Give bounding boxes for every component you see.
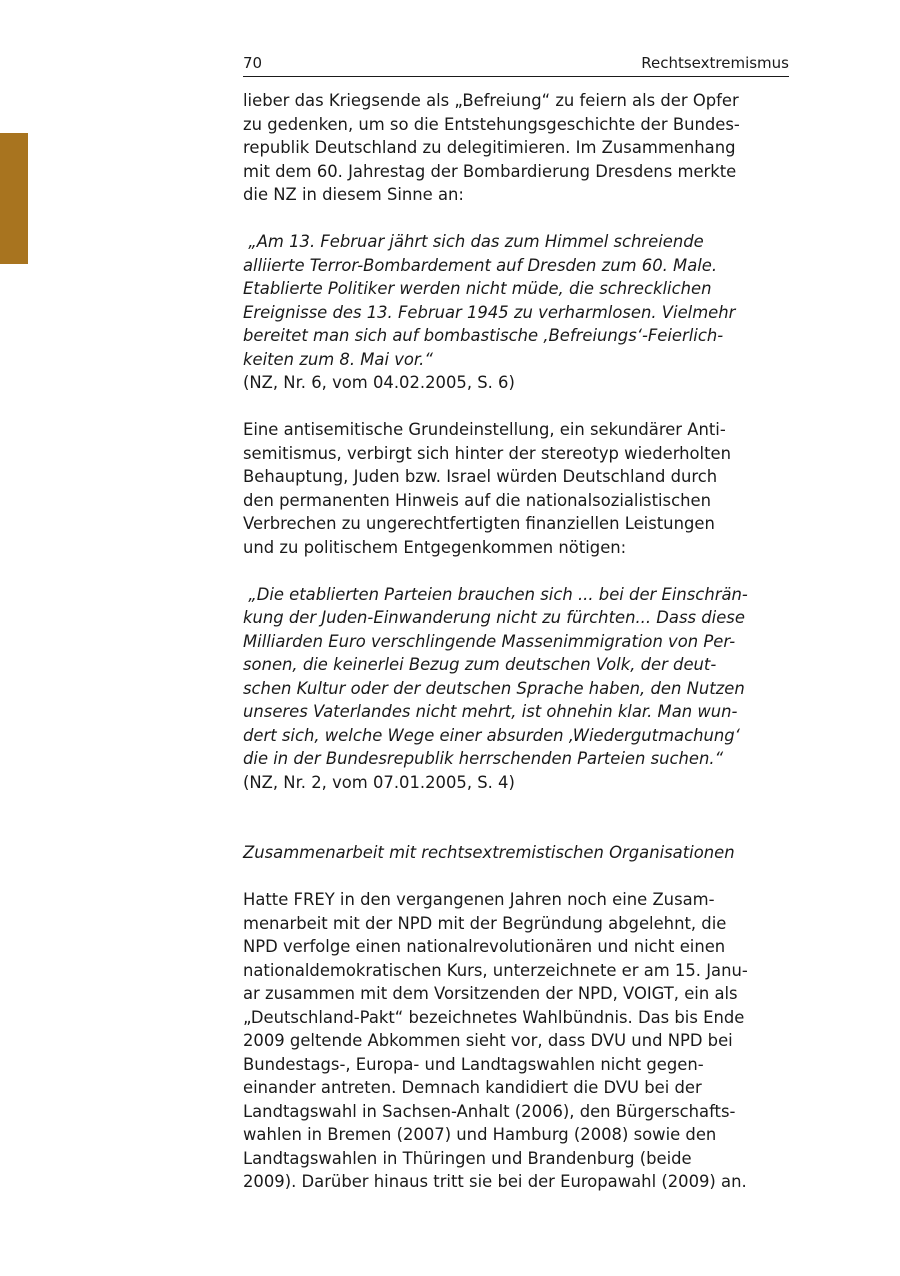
text-line: Verbrechen zu ungerechtfertigten finanziellen Leistungen [243, 514, 715, 533]
quote-line: sonen, die keinerlei Bezug zum deutschen Volk, der deut- [243, 655, 717, 674]
quote-line: kung der Juden-Einwanderung nicht zu fürchten... Dass diese [243, 608, 745, 627]
text-line: semitismus, verbirgt sich hinter der stereotyp wiederholten [243, 443, 732, 463]
quote-line: Ereignisse des 13. Februar 1945 zu verharmlosen. Vielmehr [243, 302, 736, 322]
spacer [243, 865, 789, 889]
text-line: lieber das Kriegsende als „Befreiung“ zu feiern als der Opfer [243, 91, 739, 110]
text-line: die NZ in diesem Sinne an: [243, 185, 464, 204]
text-line: wahlen in Bremen (2007) und Hamburg (2008) sowie den [243, 1125, 717, 1144]
text-line: Eine antisemitische Grundeinstellung, ein sekundärer Anti- [243, 420, 726, 439]
text-line: menarbeit mit der NPD mit der Begründung abgelehnt, die [243, 913, 727, 933]
text-line: NPD verfolge einen nationalrevolutionären und nicht einen [243, 937, 726, 956]
quote-line: dert sich, welche Wege einer absurden ‚Wiedergutmachung‘ [243, 725, 740, 745]
quote-line: Etablierte Politiker werden nicht müde, die schrecklichen [243, 279, 712, 298]
body-paragraph [243, 888, 789, 1194]
text-line: 2009 geltende Abkommen sieht vor, dass DVU und NPD bei [243, 1031, 733, 1050]
body-paragraph [243, 89, 789, 207]
block-quote [243, 230, 789, 395]
section-heading [243, 841, 789, 865]
quote-line: die in der Bundesrepublik herrschenden Parteien suchen.“ [243, 749, 724, 768]
text-line: ar zusammen mit dem Vorsitzenden der NPD, VOIGT, ein als [243, 984, 738, 1003]
page-body [243, 89, 789, 1194]
text-line: Landtagswahlen in Thüringen und Brandenburg (beide [243, 1148, 692, 1168]
text-line: Hatte FREY in den vergangenen Jahren noch eine Zusam- [243, 890, 715, 909]
page-number: 70 [243, 54, 263, 72]
text-line: und zu politischem Entgegenkommen nötigen: [243, 537, 627, 557]
page-header [243, 52, 789, 77]
text-line: „Deutschland-Pakt“ bezeichnetes Wahlbündnis. Das bis Ende [243, 1007, 745, 1027]
text-line: Bundestags-, Europa- und Landtagswahlen nicht gegen- [243, 1054, 704, 1074]
quote-line: keiten zum 8. Mai vor.“ [243, 349, 433, 369]
text-line: Behauptung, Juden bzw. Israel würden Deutschland durch [243, 467, 718, 486]
quote-line: „Die etablierten Parteien brauchen sich ... bei der Einschrän- [243, 584, 748, 604]
spacer [243, 395, 789, 419]
spacer [243, 559, 789, 583]
quote-line: unseres Vaterlandes nicht mehrt, ist ohnehin klar. Man wun- [243, 702, 738, 721]
text-line: republik Deutschland zu delegitimieren. Im Zusammenhang [243, 138, 736, 157]
quote-line: alliierte Terror-Bombardement auf Dresden zum 60. Male. [243, 255, 718, 275]
text-line: nationaldemokratischen Kurs, unterzeichnete er am 15. Janu- [243, 960, 748, 980]
quote-source: (NZ, Nr. 2, vom 07.01.2005, S. 4) [243, 772, 515, 792]
spacer [243, 794, 789, 841]
quote-line: Milliarden Euro verschlingende Massenimmigration von Per- [243, 631, 736, 651]
text-line: mit dem 60. Jahrestag der Bombardierung Dresdens merkte [243, 161, 737, 181]
quote-line: „Am 13. Februar jährt sich das zum Himmel schreiende [243, 232, 704, 251]
section-heading-text: Zusammenarbeit mit rechtsextremistischen Organisationen [243, 843, 735, 862]
text-line: 2009). Darüber hinaus tritt sie bei der Europawahl (2009) an. [243, 1172, 747, 1191]
text-line: den permanenten Hinweis auf die nationalsozialistischen [243, 490, 711, 510]
quote-line: schen Kultur oder der deutschen Sprache haben, den Nutzen [243, 678, 745, 698]
block-quote [243, 583, 789, 795]
chapter-color-tab [0, 133, 28, 264]
spacer [243, 207, 789, 231]
text-line: zu gedenken, um so die Entstehungsgeschichte der Bundes- [243, 114, 740, 134]
quote-line: bereitet man sich auf bombastische ‚Befreiungs‘-Feierlich- [243, 326, 724, 345]
text-line: einander antreten. Demnach kandidiert die DVU bei der [243, 1078, 702, 1097]
body-paragraph [243, 418, 789, 559]
running-title: Rechtsextremismus [641, 54, 789, 72]
text-line: Landtagswahl in Sachsen-Anhalt (2006), den Bürgerschafts- [243, 1101, 736, 1121]
quote-source: (NZ, Nr. 6, vom 04.02.2005, S. 6) [243, 373, 515, 392]
